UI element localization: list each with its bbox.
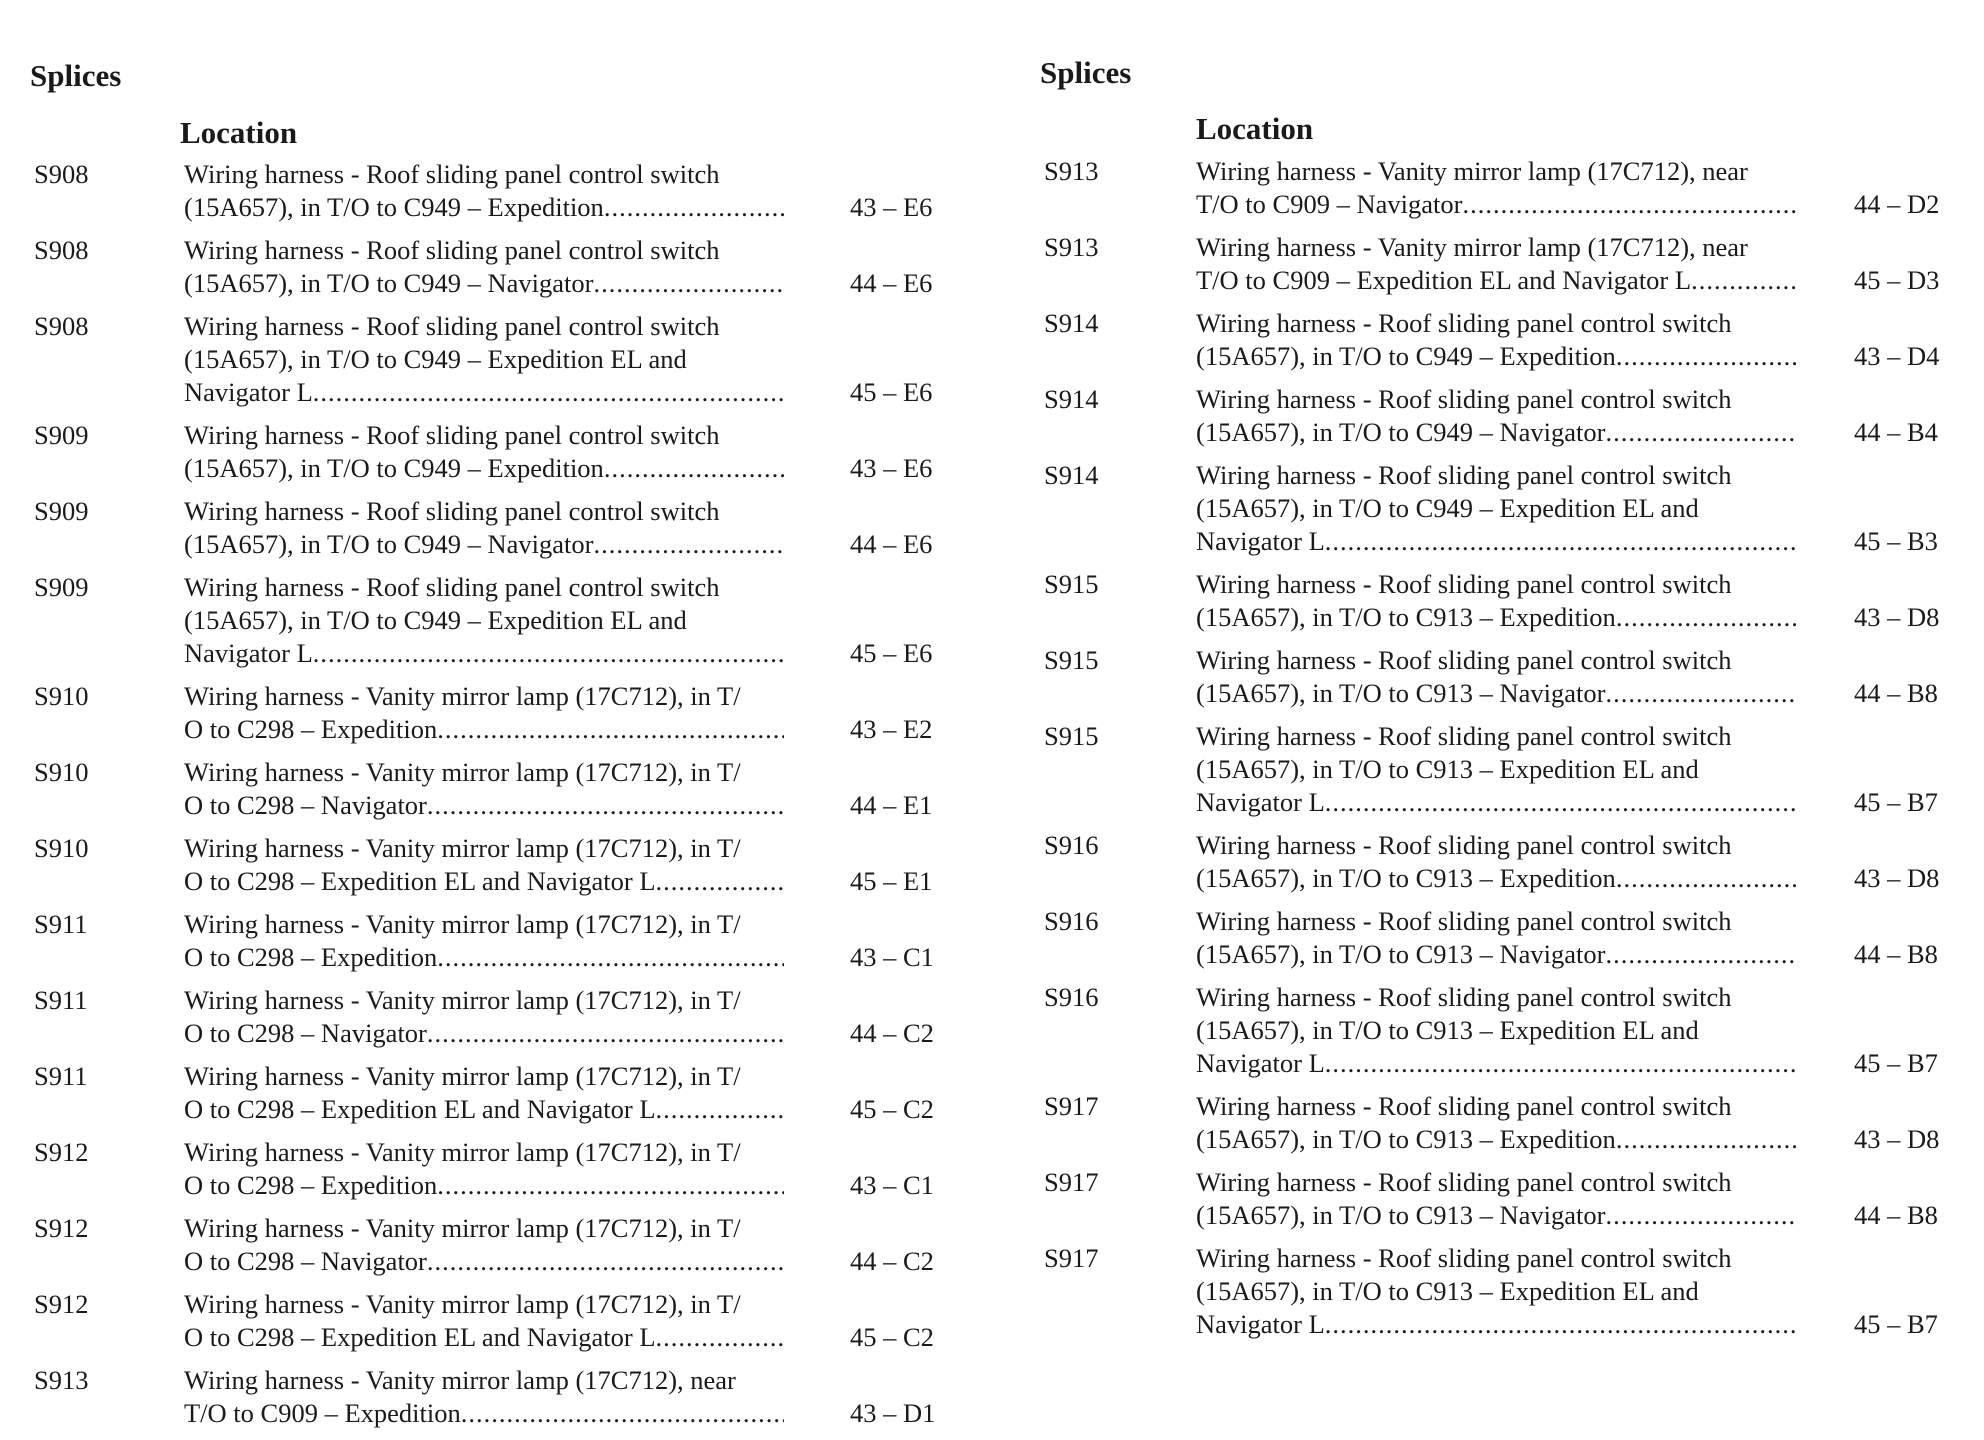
description-text: (15A657), in T/O to C949 – Expedition bbox=[184, 192, 604, 222]
description-line bbox=[184, 941, 784, 974]
dot-leader bbox=[1616, 862, 1796, 895]
splice-entry bbox=[1010, 1166, 1970, 1242]
dot-leader bbox=[1325, 525, 1796, 558]
description-text: Navigator L bbox=[184, 377, 313, 407]
splice-description bbox=[184, 908, 784, 974]
dot-leader bbox=[1325, 786, 1796, 819]
location-reference: 44 – B8 bbox=[1854, 678, 1938, 708]
splice-description bbox=[1196, 1242, 1796, 1341]
location-reference: 43 – D8 bbox=[1854, 602, 1940, 632]
dot-leader bbox=[1605, 938, 1796, 971]
description-text: O to C298 – Expedition EL and Navigator L bbox=[184, 1094, 656, 1124]
splice-code: S913 bbox=[1044, 232, 1099, 262]
location-reference: 43 – C1 bbox=[850, 1170, 934, 1200]
description-line: (15A657), in T/O to C949 – Expedition EL and bbox=[184, 605, 687, 635]
description-line: Wiring harness - Vanity mirror lamp (17C712), in T/ bbox=[184, 1213, 741, 1243]
description-line: Wiring harness - Roof sliding panel control switch bbox=[1196, 308, 1732, 338]
description-line bbox=[1196, 1199, 1796, 1232]
description-text: (15A657), in T/O to C913 – Navigator bbox=[1196, 678, 1606, 708]
location-reference: 43 – E6 bbox=[850, 453, 933, 483]
location-reference: 43 – D4 bbox=[1854, 341, 1940, 371]
splice-description bbox=[1196, 644, 1796, 710]
dot-leader bbox=[593, 267, 784, 300]
splice-description bbox=[1196, 231, 1796, 297]
description-line: Wiring harness - Vanity mirror lamp (17C712), in T/ bbox=[184, 833, 741, 863]
dot-leader bbox=[437, 941, 784, 974]
dot-leader bbox=[461, 1397, 784, 1430]
splice-code: S912 bbox=[34, 1289, 89, 1319]
splice-code: S909 bbox=[34, 496, 89, 526]
description-text: O to C298 – Navigator bbox=[184, 1246, 427, 1276]
description-line bbox=[184, 1397, 784, 1430]
splice-description bbox=[184, 680, 784, 746]
description-text: (15A657), in T/O to C949 – Navigator bbox=[184, 268, 594, 298]
description-line bbox=[184, 191, 784, 224]
dot-leader bbox=[656, 865, 784, 898]
description-line: Wiring harness - Vanity mirror lamp (17C712), near bbox=[1196, 156, 1748, 186]
location-reference: 45 – B7 bbox=[1854, 1309, 1938, 1339]
splice-description bbox=[1196, 829, 1796, 895]
description-line: Wiring harness - Vanity mirror lamp (17C712), in T/ bbox=[184, 1061, 741, 1091]
location-reference: 44 – E6 bbox=[850, 268, 933, 298]
description-line bbox=[1196, 264, 1796, 297]
description-text: Navigator L bbox=[1196, 1309, 1325, 1339]
splice-description bbox=[1196, 1166, 1796, 1232]
splice-description bbox=[184, 571, 784, 670]
description-text: O to C298 – Expedition bbox=[184, 714, 438, 744]
splice-description bbox=[184, 756, 784, 822]
description-line: Wiring harness - Roof sliding panel control switch bbox=[1196, 460, 1732, 490]
description-line: Wiring harness - Vanity mirror lamp (17C712), near bbox=[1196, 232, 1748, 262]
splice-entry bbox=[0, 1288, 960, 1364]
splice-code: S911 bbox=[34, 909, 88, 939]
description-text: O to C298 – Expedition bbox=[184, 942, 438, 972]
splice-code: S914 bbox=[1044, 384, 1099, 414]
dot-leader bbox=[1605, 1199, 1796, 1232]
description-line: (15A657), in T/O to C913 – Expedition EL and bbox=[1196, 1276, 1699, 1306]
splice-entry bbox=[1010, 383, 1970, 459]
description-line bbox=[184, 1093, 784, 1126]
splice-description bbox=[184, 419, 784, 485]
splice-description bbox=[1196, 383, 1796, 449]
description-text: Navigator L bbox=[1196, 526, 1325, 556]
description-line bbox=[1196, 1047, 1796, 1080]
dot-leader bbox=[427, 1017, 784, 1050]
splice-code: S909 bbox=[34, 420, 89, 450]
description-line bbox=[184, 1321, 784, 1354]
splice-description bbox=[184, 1212, 784, 1278]
splice-description bbox=[1196, 905, 1796, 971]
description-line: Wiring harness - Roof sliding panel control switch bbox=[1196, 384, 1732, 414]
splice-code: S917 bbox=[1044, 1167, 1099, 1197]
splice-code: S914 bbox=[1044, 308, 1099, 338]
splice-code: S911 bbox=[34, 985, 88, 1015]
splice-description bbox=[184, 158, 784, 224]
description-text: Navigator L bbox=[1196, 787, 1325, 817]
description-line bbox=[184, 637, 784, 670]
splice-entry bbox=[1010, 155, 1970, 231]
description-line: Wiring harness - Roof sliding panel control switch bbox=[184, 159, 720, 189]
description-line bbox=[1196, 786, 1796, 819]
location-reference: 44 – E6 bbox=[850, 529, 933, 559]
description-line: Wiring harness - Roof sliding panel control switch bbox=[1196, 906, 1732, 936]
description-text: (15A657), in T/O to C949 – Expedition bbox=[184, 453, 604, 483]
dot-leader bbox=[1616, 1123, 1796, 1156]
location-header: Location bbox=[180, 115, 298, 150]
description-line: (15A657), in T/O to C949 – Expedition EL and bbox=[1196, 493, 1699, 523]
description-text: (15A657), in T/O to C913 – Navigator bbox=[1196, 939, 1606, 969]
description-line bbox=[184, 1245, 784, 1278]
description-line: Wiring harness - Vanity mirror lamp (17C712), in T/ bbox=[184, 757, 741, 787]
location-reference: 45 – B7 bbox=[1854, 787, 1938, 817]
description-line bbox=[1196, 340, 1796, 373]
description-line bbox=[1196, 601, 1796, 634]
splice-description bbox=[1196, 307, 1796, 373]
description-line: Wiring harness - Roof sliding panel control switch bbox=[1196, 1243, 1732, 1273]
description-line: Wiring harness - Roof sliding panel control switch bbox=[1196, 569, 1732, 599]
splice-description bbox=[1196, 568, 1796, 634]
description-line bbox=[184, 789, 784, 822]
splice-code: S910 bbox=[34, 757, 89, 787]
location-reference: 45 – B7 bbox=[1854, 1048, 1938, 1078]
location-reference: 43 – D8 bbox=[1854, 863, 1940, 893]
description-line bbox=[184, 452, 784, 485]
location-reference: 45 – D3 bbox=[1854, 265, 1940, 295]
splice-description bbox=[184, 1364, 784, 1430]
description-text: Navigator L bbox=[1196, 1048, 1325, 1078]
description-line: Wiring harness - Roof sliding panel control switch bbox=[1196, 721, 1732, 751]
location-reference: 44 – B8 bbox=[1854, 939, 1938, 969]
splice-description bbox=[1196, 720, 1796, 819]
dot-leader bbox=[1691, 264, 1796, 297]
splice-entry bbox=[0, 1060, 960, 1136]
description-line bbox=[1196, 1308, 1796, 1341]
splice-entry bbox=[1010, 644, 1970, 720]
splice-description bbox=[184, 1060, 784, 1126]
splice-code: S917 bbox=[1044, 1091, 1099, 1121]
description-text: O to C298 – Expedition EL and Navigator L bbox=[184, 866, 656, 896]
splice-entry bbox=[0, 832, 960, 908]
splice-entry bbox=[0, 680, 960, 756]
splice-code: S908 bbox=[34, 311, 89, 341]
description-line bbox=[1196, 1123, 1796, 1156]
description-text: T/O to C909 – Expedition EL and Navigator L bbox=[1196, 265, 1692, 295]
dot-leader bbox=[1325, 1047, 1796, 1080]
splice-code: S914 bbox=[1044, 460, 1099, 490]
location-reference: 45 – E6 bbox=[850, 377, 933, 407]
splice-entry bbox=[0, 158, 960, 234]
splice-entry bbox=[0, 984, 960, 1060]
description-text: O to C298 – Expedition bbox=[184, 1170, 438, 1200]
description-line bbox=[184, 1169, 784, 1202]
description-line bbox=[1196, 188, 1796, 221]
description-line bbox=[184, 713, 784, 746]
splice-code: S911 bbox=[34, 1061, 88, 1091]
splice-description bbox=[184, 1288, 784, 1354]
splice-description bbox=[1196, 155, 1796, 221]
description-text: T/O to C909 – Expedition bbox=[184, 1398, 461, 1428]
dot-leader bbox=[656, 1093, 784, 1126]
location-reference: 45 – E6 bbox=[850, 638, 933, 668]
dot-leader bbox=[1605, 416, 1796, 449]
description-line bbox=[1196, 677, 1796, 710]
splice-entry bbox=[0, 1136, 960, 1212]
description-line bbox=[1196, 525, 1796, 558]
dot-leader bbox=[313, 376, 784, 409]
description-text: O to C298 – Navigator bbox=[184, 790, 427, 820]
splice-code: S916 bbox=[1044, 906, 1099, 936]
splice-code: S915 bbox=[1044, 721, 1099, 751]
description-line: Wiring harness - Roof sliding panel control switch bbox=[184, 311, 720, 341]
location-reference: 43 – E6 bbox=[850, 192, 933, 222]
description-text: (15A657), in T/O to C913 – Expedition bbox=[1196, 602, 1616, 632]
splice-entry bbox=[0, 495, 960, 571]
description-line: Wiring harness - Roof sliding panel control switch bbox=[1196, 830, 1732, 860]
splice-description bbox=[184, 1136, 784, 1202]
splice-list bbox=[1010, 155, 1970, 1351]
description-text: O to C298 – Navigator bbox=[184, 1018, 427, 1048]
description-line bbox=[184, 528, 784, 561]
splice-code: S916 bbox=[1044, 982, 1099, 1012]
splice-entry bbox=[0, 419, 960, 495]
splice-entry bbox=[1010, 1090, 1970, 1166]
description-line: Wiring harness - Vanity mirror lamp (17C712), in T/ bbox=[184, 1289, 741, 1319]
splice-code: S916 bbox=[1044, 830, 1099, 860]
description-line: Wiring harness - Roof sliding panel control switch bbox=[184, 420, 720, 450]
description-line: Wiring harness - Roof sliding panel control switch bbox=[184, 235, 720, 265]
splice-entry bbox=[1010, 568, 1970, 644]
description-line bbox=[1196, 416, 1796, 449]
splice-list bbox=[0, 158, 960, 1440]
splice-code: S908 bbox=[34, 159, 89, 189]
description-line: Wiring harness - Roof sliding panel control switch bbox=[1196, 1167, 1732, 1197]
dot-leader bbox=[604, 452, 784, 485]
dot-leader bbox=[313, 637, 784, 670]
location-reference: 43 – D1 bbox=[850, 1398, 936, 1428]
dot-leader bbox=[427, 1245, 784, 1278]
location-reference: 43 – C1 bbox=[850, 942, 934, 972]
location-reference: 44 – D2 bbox=[1854, 189, 1940, 219]
splice-description bbox=[184, 984, 784, 1050]
description-line bbox=[184, 376, 784, 409]
location-reference: 43 – D8 bbox=[1854, 1124, 1940, 1154]
splice-code: S913 bbox=[1044, 156, 1099, 186]
splice-entry bbox=[0, 571, 960, 680]
splice-entry bbox=[1010, 231, 1970, 307]
splice-description bbox=[1196, 459, 1796, 558]
location-reference: 44 – B8 bbox=[1854, 1200, 1938, 1230]
location-reference: 45 – E1 bbox=[850, 866, 933, 896]
description-line: Wiring harness - Roof sliding panel control switch bbox=[184, 496, 720, 526]
location-reference: 44 – C2 bbox=[850, 1018, 934, 1048]
description-text: Navigator L bbox=[184, 638, 313, 668]
dot-leader bbox=[427, 789, 784, 822]
description-line: Wiring harness - Vanity mirror lamp (17C712), near bbox=[184, 1365, 736, 1395]
dot-leader bbox=[593, 528, 784, 561]
description-text: T/O to C909 – Navigator bbox=[1196, 189, 1463, 219]
description-text: (15A657), in T/O to C949 – Expedition bbox=[1196, 341, 1616, 371]
description-text: (15A657), in T/O to C913 – Expedition bbox=[1196, 863, 1616, 893]
description-line: Wiring harness - Vanity mirror lamp (17C712), in T/ bbox=[184, 1137, 741, 1167]
location-reference: 45 – C2 bbox=[850, 1094, 934, 1124]
description-line bbox=[184, 865, 784, 898]
splice-description bbox=[1196, 981, 1796, 1080]
description-line: Wiring harness - Roof sliding panel control switch bbox=[1196, 645, 1732, 675]
splice-code: S917 bbox=[1044, 1243, 1099, 1273]
description-text: (15A657), in T/O to C913 – Navigator bbox=[1196, 1200, 1606, 1230]
section-title: Splices bbox=[30, 58, 122, 93]
dot-leader bbox=[604, 191, 784, 224]
description-line bbox=[184, 267, 784, 300]
description-line: Wiring harness - Vanity mirror lamp (17C712), in T/ bbox=[184, 681, 741, 711]
description-line bbox=[1196, 862, 1796, 895]
splice-code: S915 bbox=[1044, 569, 1099, 599]
description-text: (15A657), in T/O to C949 – Navigator bbox=[1196, 417, 1606, 447]
dot-leader bbox=[1605, 677, 1796, 710]
dot-leader bbox=[437, 1169, 784, 1202]
dot-leader bbox=[1616, 340, 1796, 373]
location-header: Location bbox=[1196, 111, 1314, 146]
splice-entry bbox=[1010, 1242, 1970, 1351]
splice-entry bbox=[1010, 307, 1970, 383]
description-line: (15A657), in T/O to C913 – Expedition EL and bbox=[1196, 754, 1699, 784]
splice-entry bbox=[0, 756, 960, 832]
splice-entry bbox=[1010, 459, 1970, 568]
splice-description bbox=[184, 234, 784, 300]
splice-description bbox=[184, 495, 784, 561]
dot-leader bbox=[437, 713, 784, 746]
location-reference: 45 – C2 bbox=[850, 1322, 934, 1352]
description-line: (15A657), in T/O to C949 – Expedition EL and bbox=[184, 344, 687, 374]
description-text: (15A657), in T/O to C949 – Navigator bbox=[184, 529, 594, 559]
description-line bbox=[184, 1017, 784, 1050]
location-reference: 44 – B4 bbox=[1854, 417, 1938, 447]
splice-code: S910 bbox=[34, 833, 89, 863]
dot-leader bbox=[1616, 601, 1796, 634]
splice-code: S908 bbox=[34, 235, 89, 265]
description-text: (15A657), in T/O to C913 – Expedition bbox=[1196, 1124, 1616, 1154]
splice-entry bbox=[0, 1212, 960, 1288]
splice-description bbox=[184, 832, 784, 898]
description-line: Wiring harness - Roof sliding panel control switch bbox=[1196, 1091, 1732, 1121]
splice-entry bbox=[0, 234, 960, 310]
splice-code: S912 bbox=[34, 1213, 89, 1243]
location-reference: 44 – C2 bbox=[850, 1246, 934, 1276]
location-reference: 43 – E2 bbox=[850, 714, 933, 744]
splice-description bbox=[1196, 1090, 1796, 1156]
splice-entry bbox=[1010, 720, 1970, 829]
splice-code: S913 bbox=[34, 1365, 89, 1395]
splice-description bbox=[184, 310, 784, 409]
splice-code: S915 bbox=[1044, 645, 1099, 675]
splice-code: S912 bbox=[34, 1137, 89, 1167]
location-reference: 44 – E1 bbox=[850, 790, 933, 820]
dot-leader bbox=[1325, 1308, 1796, 1341]
description-line: Wiring harness - Vanity mirror lamp (17C712), in T/ bbox=[184, 909, 741, 939]
description-text: O to C298 – Expedition EL and Navigator L bbox=[184, 1322, 656, 1352]
splice-entry bbox=[0, 1364, 960, 1440]
section-title: Splices bbox=[1040, 55, 1132, 90]
splice-entry bbox=[1010, 905, 1970, 981]
dot-leader bbox=[1462, 188, 1796, 221]
location-reference: 45 – B3 bbox=[1854, 526, 1938, 556]
splice-entry bbox=[1010, 981, 1970, 1090]
description-line: Wiring harness - Roof sliding panel control switch bbox=[1196, 982, 1732, 1012]
description-line: Wiring harness - Vanity mirror lamp (17C712), in T/ bbox=[184, 985, 741, 1015]
dot-leader bbox=[656, 1321, 784, 1354]
description-line bbox=[1196, 938, 1796, 971]
description-line: (15A657), in T/O to C913 – Expedition EL and bbox=[1196, 1015, 1699, 1045]
splice-entry bbox=[0, 908, 960, 984]
splice-entry bbox=[1010, 829, 1970, 905]
splice-entry bbox=[0, 310, 960, 419]
splice-code: S910 bbox=[34, 681, 89, 711]
description-line: Wiring harness - Roof sliding panel control switch bbox=[184, 572, 720, 602]
splice-code: S909 bbox=[34, 572, 89, 602]
